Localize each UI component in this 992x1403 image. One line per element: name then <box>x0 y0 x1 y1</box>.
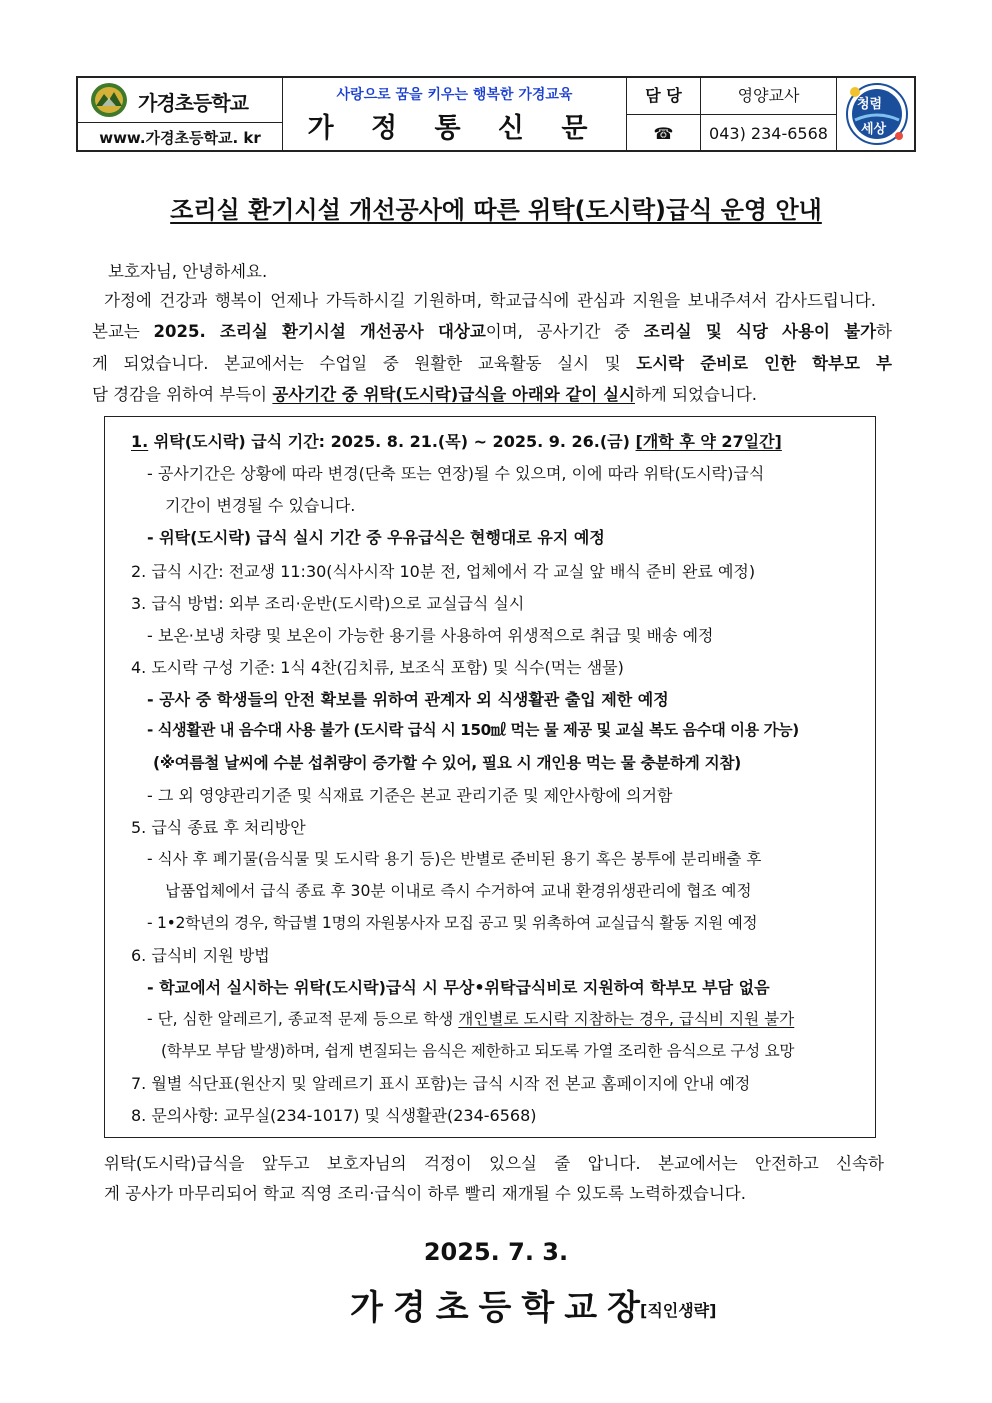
item-2: 2. 급식 시간: 전교생 11:30(식사시작 10분 전, 업체에서 각 교실 앞 배식 준비 완료 예정) <box>131 562 756 581</box>
intro-line-2: 본교는 2025. 조리실 환기시설 개선공사 대상교이며, 공사기간 중 조리실 및 식당 사용이 불가하 <box>92 322 892 341</box>
item-7: 7. 월별 식단표(원산지 및 알레르기 표시 포함)는 급식 시작 전 본교 홈페이지에 안내 예정 <box>131 1074 751 1093</box>
closing-line-1: 위탁(도시락)급식을 앞두고 보호자님의 걱정이 있으실 줄 압니다. 본교에서는 안전하고 신속하 <box>104 1154 884 1173</box>
item-1: 1. 위탁(도시락) 급식 기간: 2025. 8. 21.(목) ~ 2025. 9. 26.(금) [개학 후 약 27일간] <box>131 432 782 451</box>
intro-line-3: 게 되었습니다. 본교에서는 수업일 중 원활한 교육활동 실시 및 도시락 준비로 인한 학부모 부 <box>92 354 892 373</box>
item-5: 5. 급식 종료 후 처리방안 <box>131 818 306 837</box>
item-5-note-2: - 1•2학년의 경우, 학급별 1명의 자원봉사자 모집 공고 및 위촉하여 교실급식 활동 지원 예정 <box>147 914 758 932</box>
newsletter-header <box>76 76 916 152</box>
item-1-note-1b: 기간이 변경될 수 있습니다. <box>165 496 356 515</box>
closing-line-2: 게 공사가 마무리되어 학교 직영 조리·급식이 하루 빨리 재개될 수 있도록 노력하겠습니다. <box>104 1184 746 1203</box>
item-4-note-2: - 식생활관 내 음수대 사용 불가 (도시락 급식 시 150㎖ 먹는 물 제공 및 교실 복도 음수대 이용 가능) <box>147 721 799 739</box>
item-8: 8. 문의사항: 교무실(234-1017) 및 식생활관(234-6568) <box>131 1106 537 1125</box>
intro-line-4: 담 경감을 위하여 부득이 공사기간 중 위탁(도시락)급식을 아래와 같이 실시하게 되었습니다. <box>92 385 758 404</box>
item-4-note-3: - 그 외 영양관리기준 및 식재료 기준은 본교 관리기준 및 제안사항에 의거함 <box>147 786 673 805</box>
item-1-note-1: - 공사기간은 상황에 따라 변경(단축 또는 연장)될 수 있으며, 이에 따라 위탁(도시락)급식 <box>147 464 765 483</box>
newsletter-title: 가 정 통 신 문 <box>307 113 602 144</box>
item-3-note-1: - 보온·보냉 차량 및 보온이 가능한 용기를 사용하여 위생적으로 취급 및 배송 예정 <box>147 626 714 645</box>
school-website[interactable]: www.가경초등학교. kr <box>99 129 261 147</box>
emblem-text-1: 청렴 <box>857 97 883 112</box>
integrity-emblem <box>837 78 916 150</box>
school-name: 가경초등학교 <box>138 91 248 115</box>
issue-date: 2025. 7. 3. <box>423 1238 569 1266</box>
principal-signature: 가경초등학교장 <box>350 1288 650 1328</box>
phone-icon: ☎ <box>653 124 674 143</box>
item-4-note-1: - 공사 중 학생들의 안전 확보를 위하여 관계자 외 식생활관 출입 제한 예정 <box>147 690 669 709</box>
item-3: 3. 급식 방법: 외부 조리·운반(도시락)으로 교실급식 실시 <box>131 594 525 613</box>
intro-line-1: 가정에 건강과 행복이 언제나 가득하시길 기원하며, 학교급식에 관심과 지원을 보내주셔서 감사드립니다. <box>104 291 876 310</box>
details-box <box>104 416 876 1138</box>
phone-number: 043) 234-6568 <box>709 124 828 143</box>
document-title: 조리실 환기시설 개선공사에 따른 위탁(도시락)급식 운영 안내 <box>170 196 822 224</box>
item-1-note-2: - 위탁(도시락) 급식 실시 기간 중 우유급식은 현행대로 유지 예정 <box>147 528 605 547</box>
item-6: 6. 급식비 지원 방법 <box>131 946 270 965</box>
integrity-emblem-icon <box>845 80 909 148</box>
item-5-note-1: - 식사 후 폐기물(음식물 및 도시락 용기 등)은 반별로 준비된 용기 혹은 봉투에 분리배출 후 <box>147 850 762 868</box>
website-cell <box>78 123 282 152</box>
school-logo-cell <box>78 78 282 122</box>
item-6-note-1: - 학교에서 실시하는 위탁(도시락)급식 시 무상•위탁급식비로 지원하여 학부모 부담 없음 <box>147 978 770 997</box>
item-6-note-2: - 단, 심한 알레르기, 종교적 문제 등으로 학생 개인별로 도시락 지참하는 경우, 급식비 지원 불가 <box>147 1010 795 1028</box>
item-4: 4. 도시락 구성 기준: 1식 4찬(김치류, 보조식 포함) 및 식수(먹는 샘물) <box>131 658 624 677</box>
manager-value: 영양교사 <box>737 86 800 105</box>
item-6-note-2b: (학부모 부담 발생)하며, 쉽게 변질되는 음식은 제한하고 되도록 가열 조리한 음식으로 구성 요망 <box>161 1042 795 1060</box>
item-5-note-1b: 납품업체에서 급식 종료 후 30분 이내로 즉시 수거하여 교내 환경위생관리에 협조 예정 <box>165 882 752 900</box>
greeting: 보호자님, 안녕하세요. <box>108 262 268 281</box>
school-slogan: 사랑으로 꿈을 키우는 행복한 가경교육 <box>336 87 573 103</box>
school-logo-icon <box>90 82 128 118</box>
manager-label: 담 당 <box>645 86 682 105</box>
seal-omitted: [직인생략] <box>640 1301 717 1320</box>
emblem-text-2: 세상 <box>861 122 887 137</box>
item-4-note-2b: (※여름철 날씨에 수분 섭취량이 증가할 수 있어, 필요 시 개인용 먹는 물 충분하게 지참) <box>153 754 742 772</box>
